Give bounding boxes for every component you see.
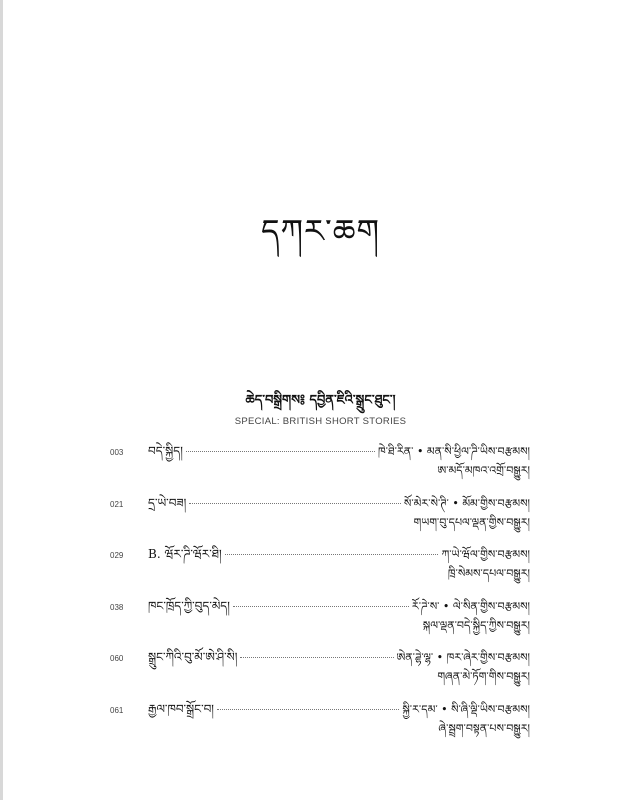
toc-entry-6[interactable]: [110, 696, 530, 748]
toc-entry-author: རོ་ཌེ་ས་ • ལེ་སིན་གྱིས་བརྩམས།: [411, 599, 530, 613]
section-subheading: SPECIAL: BRITISH SHORT STORIES: [234, 416, 407, 427]
toc-entry-title[interactable]: སྒྲུང་ཀིའི་བུ་མོ་ཨེ་ཤི་སི།: [148, 650, 238, 664]
toc-entry-2[interactable]: [110, 490, 530, 542]
dot-leader: [225, 554, 439, 555]
toc-entry-author: སོ་མེར་སེ་ཊི་ • མོམ་གྱིས་བརྩམས།: [403, 496, 530, 510]
toc-entry-1[interactable]: [110, 438, 530, 490]
dot-leader: [233, 606, 409, 607]
toc-entry-translator: གཞན་མེ་ཏོག་གིས་བསྒྱུར།: [437, 670, 530, 683]
toc-entry-author: ཁེ་ཐི་རིན་ • མན་སི་ཕྱིལ་ཌི་ཡིས་བརྩམས།: [377, 445, 530, 458]
toc-entry-author: ཨེན་ཌྷེ་ལྷ་ • ཁར་ཞེར་གྱིས་བརྩམས།: [396, 651, 530, 664]
dot-leader: [240, 657, 393, 658]
toc-entry-title[interactable]: B. ཝོར་ཌི་ཝོར་ཐི།: [148, 547, 222, 561]
toc-entry-title[interactable]: ཁང་ཁྲོད་ཀྱི་བུད་མེད།: [148, 598, 230, 613]
dot-leader: [189, 503, 401, 504]
dot-leader: [217, 709, 399, 710]
toc-page-number: 061: [110, 705, 124, 715]
table-of-contents: [110, 438, 530, 747]
toc-entry-title[interactable]: དྲ་ཡེ་བཟ།: [148, 495, 187, 510]
toc-entry-translator: གཡག་བུ་དཔལ་ལྡན་གྱིས་བསྒྱུར།: [413, 515, 530, 529]
toc-page-number: 021: [110, 499, 124, 509]
dot-leader: [186, 451, 375, 452]
toc-entry-translator: སྐལ་ལྡན་བདེ་སྐྱིད་ཀྱིས་བསྒྱུར།: [422, 618, 530, 632]
toc-entry-author: སྐྱི་ར་དམ་ • སི་ཞི་ལྡི་ཡིས་བརྩམས།: [402, 702, 530, 716]
section-heading: ཆེད་བསྒྲིགས༔ དབྱིན་ཇིའི་སྒྲུང་ཐུང་།: [245, 393, 396, 408]
page-title: དཀར་ཆག: [260, 212, 381, 250]
toc-entry-translator: ཁྲི་སེམས་དཔལ་བསྒྱུར།: [447, 567, 530, 580]
toc-entry-3[interactable]: [110, 541, 530, 593]
toc-page-number: 029: [110, 551, 124, 560]
toc-entry-4[interactable]: [110, 593, 530, 645]
toc-entry-title[interactable]: བདེ་སྐྱིད།: [148, 444, 183, 458]
toc-entry-5[interactable]: [110, 644, 530, 696]
toc-page-number: 003: [110, 448, 124, 457]
toc-entry-translator: ཞེ་སྦྲག་བསྟན་པས་བསྒྱུར།: [438, 721, 530, 735]
toc-page-number: 038: [110, 602, 124, 612]
toc-entry-author: ཀ་ཡེ་ཝོལ་གྱིས་བརྩམས།: [441, 548, 530, 561]
toc-entry-title[interactable]: རྒྱལ་ཁབ་སྒྲོང་བ།: [148, 701, 214, 716]
toc-entry-translator: ཨ་མདོ་མཁའ་འགྲོ་བསྒྱུར།: [437, 464, 530, 477]
toc-page-number: 060: [110, 654, 124, 663]
